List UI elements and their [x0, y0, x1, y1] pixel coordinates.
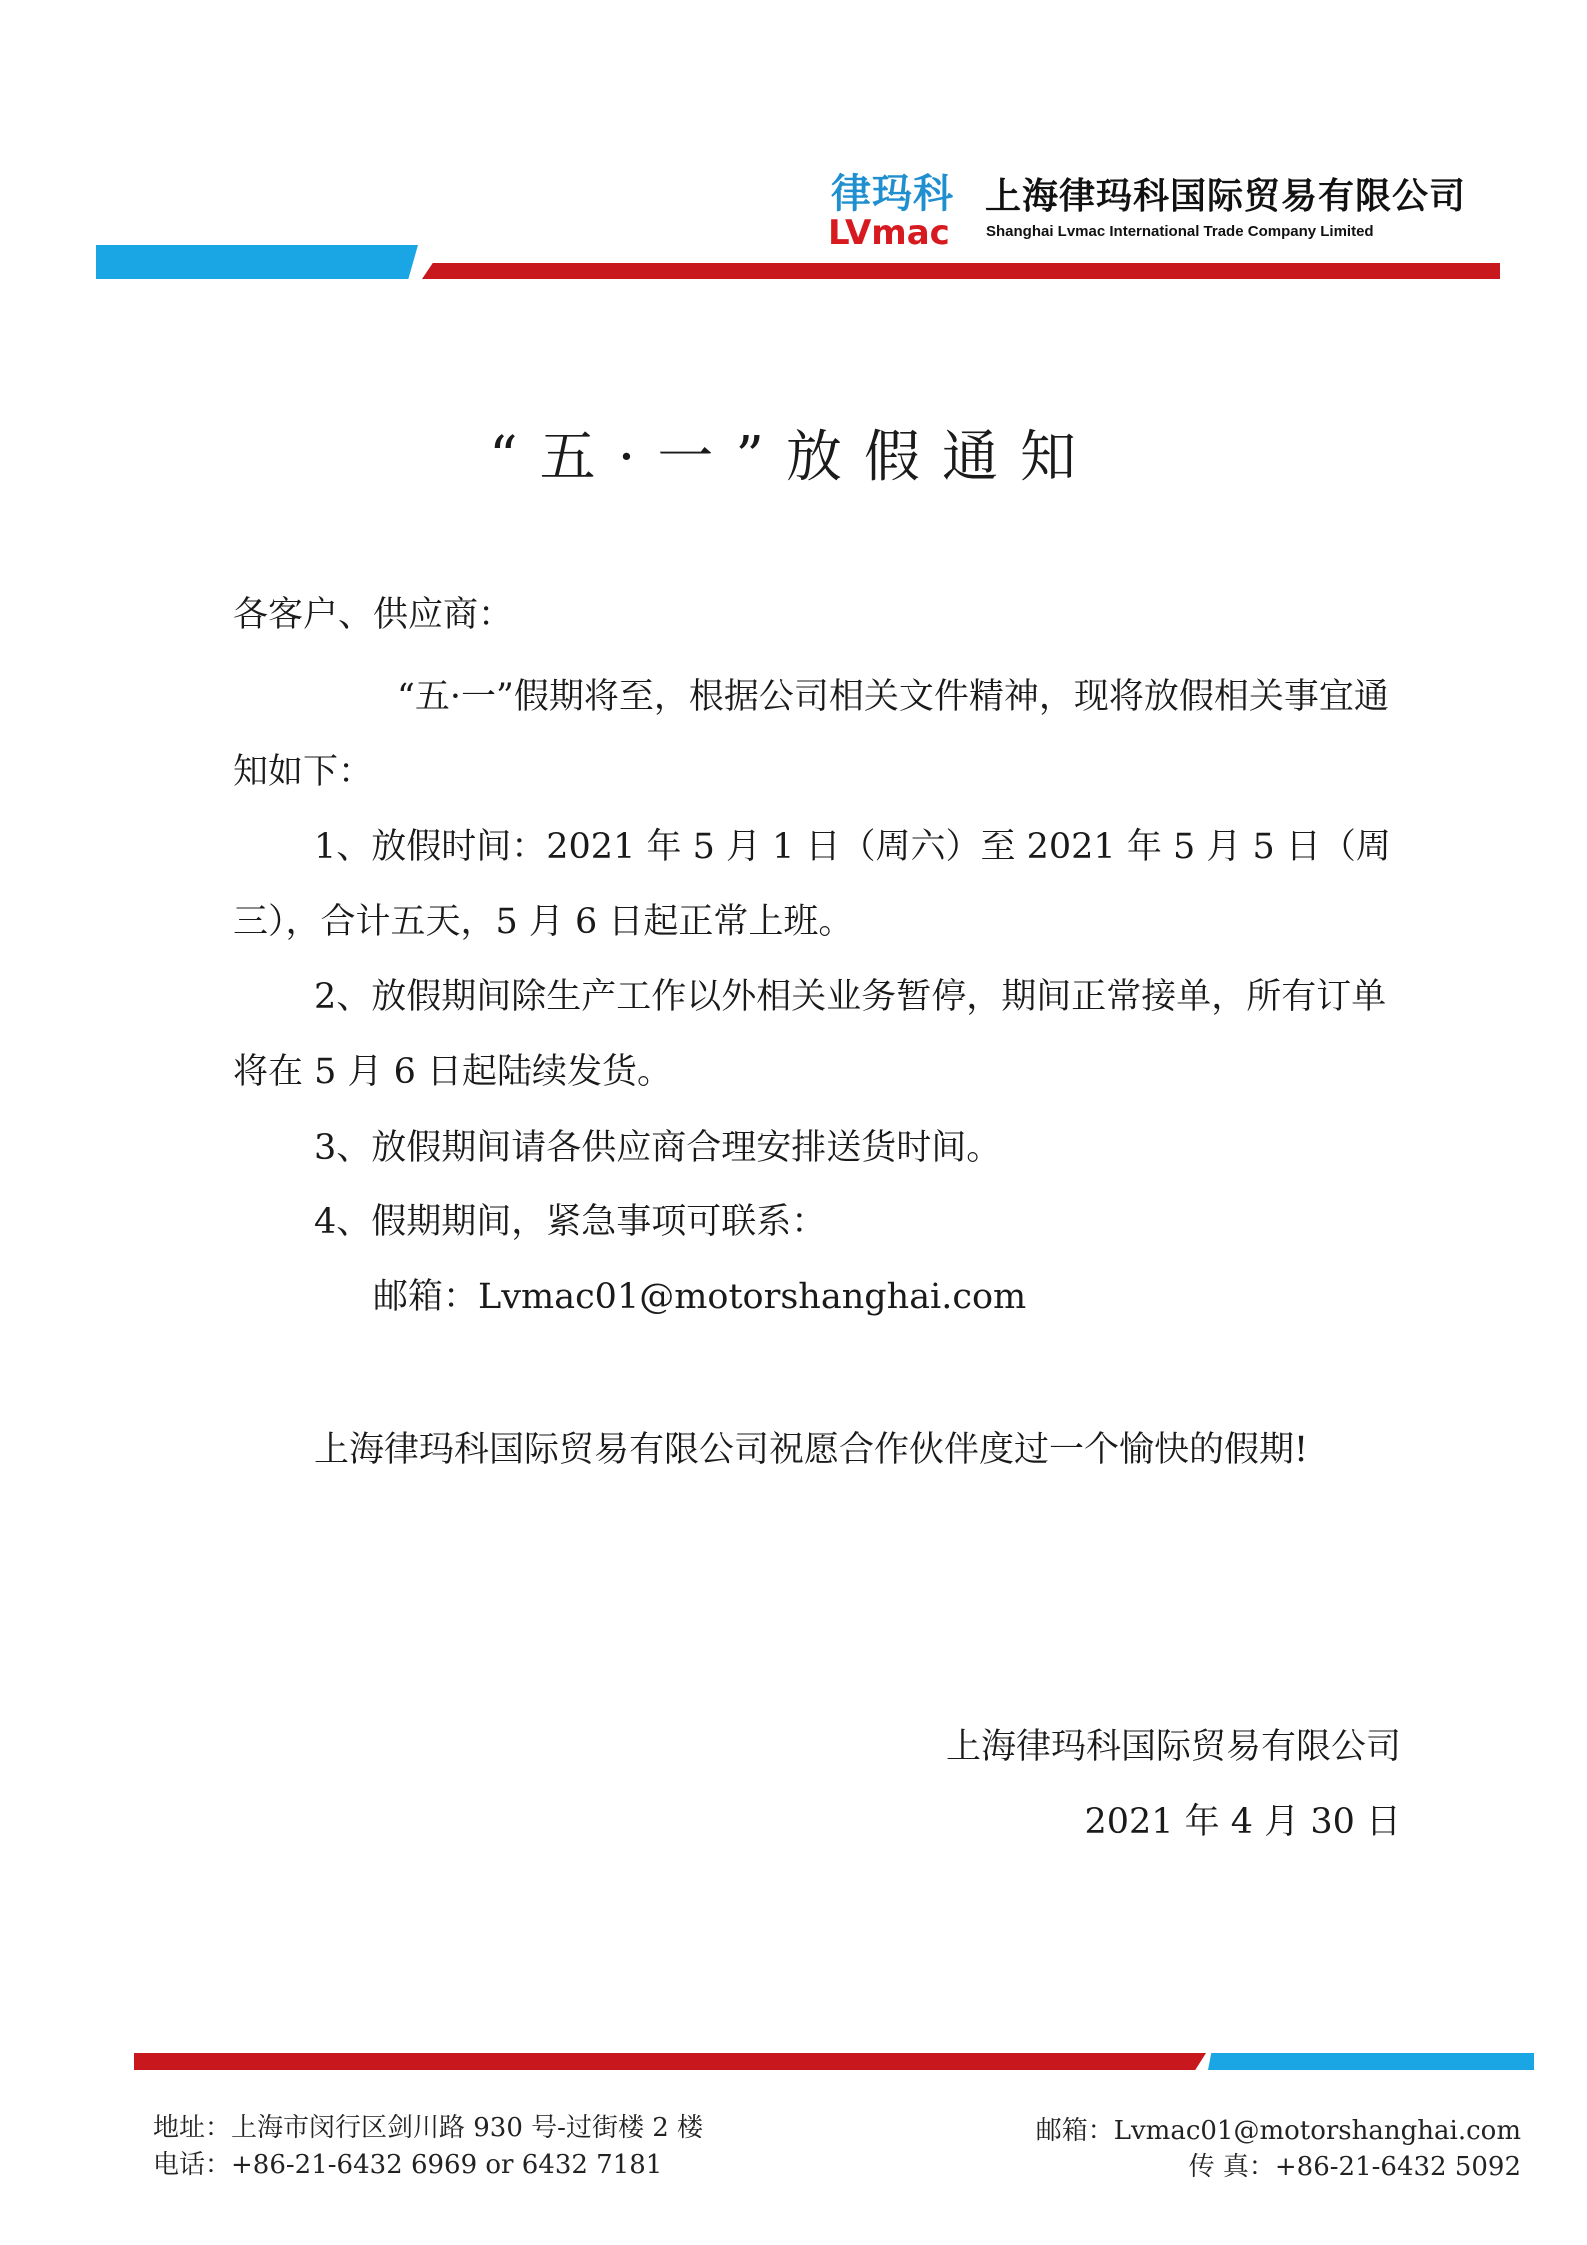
intro-paragraph: “五·一”假期将至，根据公司相关文件精神，现将放假相关事宜通知如下：	[233, 677, 1389, 792]
item-supplier-delivery: 3、放假期间请各供应商合理安排送货时间。	[314, 1128, 1002, 1168]
company-name-chinese: 上海律玛科国际贸易有限公司	[985, 176, 1467, 217]
footer-fax: 传 真：+86-21-6432 5092	[1188, 2152, 1521, 2182]
company-name-english: Shanghai Lvmac International Trade Company Limited	[986, 223, 1374, 240]
footer-address: 地址：上海市闵行区剑川路 930 号-过街楼 2 楼	[153, 2113, 704, 2143]
footer-blue-stripe	[1208, 2053, 1534, 2070]
item-emergency-contact: 4、假期期间，紧急事项可联系：	[314, 1202, 827, 1242]
salutation: 各客户、供应商：	[233, 595, 514, 635]
closing-paragraph: 上海律玛科国际贸易有限公司祝愿合作伙伴度过一个愉快的假期!	[314, 1430, 1309, 1470]
item-business-pause: 2、放假期间除生产工作以外相关业务暂停，期间正常接单，所有订单将在 5 月 6 日起陆续发货。	[233, 977, 1387, 1092]
signature-date: 2021 年 4 月 30 日	[1084, 1802, 1401, 1842]
logo-chinese: 律玛科	[831, 171, 954, 217]
footer-email: 邮箱：Lvmac01@motorshanghai.com	[1035, 2116, 1521, 2146]
notice-title: “五·一”放假通知	[488, 425, 1099, 490]
logo-latin: LVmac	[828, 213, 950, 253]
item-holiday-time: 1、放假时间：2021 年 5 月 1 日（周六）至 2021 年 5 月 5 日（周三），合计五天，5 月 6 日起正常上班。	[233, 827, 1391, 942]
header-blue-stripe	[96, 245, 418, 279]
footer-phone: 电话：+86-21-6432 6969 or 6432 7181	[153, 2150, 663, 2180]
contact-email: 邮箱：Lvmac01@motorshanghai.com	[373, 1277, 1027, 1317]
signature-company: 上海律玛科国际贸易有限公司	[945, 1727, 1401, 1767]
header-red-stripe	[422, 263, 1500, 279]
footer-red-stripe	[134, 2053, 1206, 2070]
